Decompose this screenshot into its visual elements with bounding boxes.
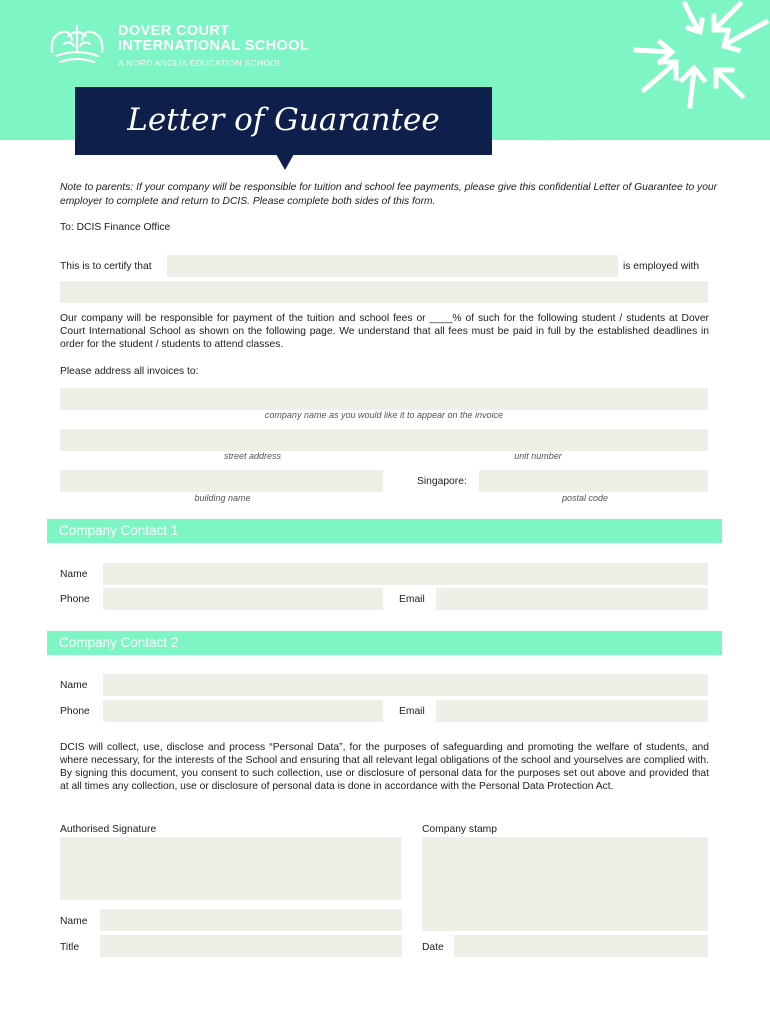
signatory-title-label: Title [60, 942, 80, 953]
page-title: Letter of Guarantee [127, 102, 440, 138]
contact2-name-label: Name [60, 680, 88, 691]
company-stamp-field[interactable] [422, 837, 708, 931]
building-name-field[interactable] [60, 470, 383, 492]
signatory-title-field[interactable] [100, 935, 402, 957]
invoice-address-label: Please address all invoices to: [60, 366, 199, 377]
certify-label: This is to certify that [60, 261, 152, 272]
signatory-name-field[interactable] [100, 909, 402, 931]
brand-name-line2: INTERNATIONAL SCHOOL [118, 38, 310, 54]
stamp-label: Company stamp [422, 824, 497, 835]
contact1-email-field[interactable] [436, 588, 708, 610]
company-name-caption: company name as you would like it to appear on the invoice [264, 410, 504, 420]
postal-code-caption: postal code [561, 493, 609, 503]
brand-tagline: A NORD ANGLIA EDUCATION SCHOOL [118, 58, 283, 68]
contact1-phone-label: Phone [60, 594, 90, 605]
employer-name-field[interactable] [60, 281, 708, 303]
date-label: Date [422, 942, 444, 953]
employed-with-label: is employed with [623, 261, 700, 272]
contact1-name-label: Name [60, 569, 88, 580]
contact1-phone-field[interactable] [103, 588, 383, 610]
contact2-section-title: Company Contact 2 [59, 635, 179, 650]
contact1-name-field[interactable] [103, 563, 708, 585]
contact2-email-field[interactable] [436, 700, 708, 722]
school-crest-icon [46, 22, 108, 66]
date-field[interactable] [454, 935, 708, 957]
recipient-line: To: DCIS Finance Office [60, 222, 171, 233]
building-name-caption: building name [194, 493, 251, 503]
arrows-burst-icon [630, 0, 770, 110]
contact2-email-label: Email [399, 706, 425, 717]
unit-number-caption: unit number [514, 451, 562, 461]
contact1-section-title: Company Contact 1 [59, 523, 179, 538]
street-address-caption: street address [223, 451, 282, 461]
parents-note: Note to parents: If your company will be responsible for tuition and school fee payments, please give this confidential Letter of Guarantee to your employer to complete and return to DCIS. Please complete both sides of this form. [60, 182, 718, 207]
contact2-name-field[interactable] [103, 674, 708, 696]
title-banner [75, 87, 492, 155]
postal-code-field[interactable] [479, 470, 708, 492]
contact2-phone-label: Phone [60, 706, 90, 717]
contact2-section-header [47, 631, 722, 655]
privacy-statement: DCIS will collect, use, disclose and process “Personal Data”, for the purposes of safeguarding and promoting the welfare of students, and where necessary, for the interests of the School and ensuring that all relevant legal obligations of the school and yourselves are complied with. By signing this document, you consent to such collection, use or disclosure of personal data for the purposes set out above and provided that at all times any collection, use or disclosure of personal data is done in accordance with the Personal Data Protection Act. [60, 742, 709, 792]
signatory-name-label: Name [60, 916, 88, 927]
employee-name-field[interactable] [167, 255, 618, 277]
school-brand [118, 24, 309, 68]
invoice-company-name-field[interactable] [60, 388, 708, 410]
brand-name-line1: DOVER COURT [118, 23, 230, 39]
responsibility-statement: Our company will be responsible for payment of the tuition and school fees or ____% of such for the following student / students at Dover Court International School as shown on the following page. We understand that all fees must be paid in full by the established deadlines in order for the student / students to attend classes. [60, 313, 709, 350]
contact2-phone-field[interactable] [103, 700, 383, 722]
singapore-label: Singapore: [417, 476, 467, 487]
title-banner-pointer [276, 154, 294, 170]
signature-field[interactable] [60, 837, 401, 900]
street-address-field[interactable] [60, 429, 708, 451]
contact1-section-header [47, 519, 722, 543]
contact1-email-label: Email [399, 594, 425, 605]
signature-label: Authorised Signature [60, 824, 157, 835]
